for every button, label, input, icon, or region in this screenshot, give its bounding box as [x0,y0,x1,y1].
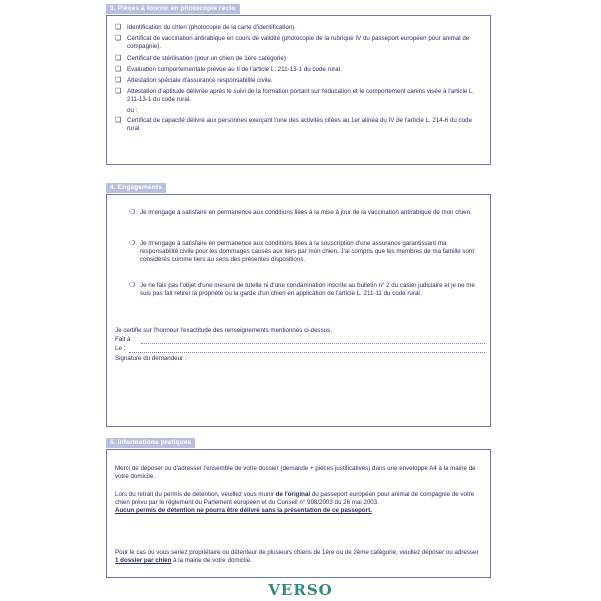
list-item[interactable]: ❑ Identification du chien (photocopie de la carte d'identification) [115,24,295,31]
radio-circle-icon[interactable]: ❍ [129,240,136,247]
or-separator: ou : [127,106,138,114]
list-item[interactable]: ❑ Attestation d'aptitude délivrée après le suivi de la formation portant sur l'éducation et le comportement canins visée à l'article L. 211-13-1 du code rural. [115,88,475,104]
info-paragraph-2: Lors du retrait du permis de détention, veuillez vous munir de l'original du passeport européen pour animal de compagnie de votre chien prévu par le règlement du Parlement européen et du Conseil n° 998/2003 du 26 mai 2003. Aucun permis de détention ne pourra être délivré sans la présentation de ce passeport. [115,491,475,515]
list-item[interactable]: ❑ Certificat de vaccination antirabique en cours de validité (photocopie de la rubrique IV du passeport européen pour animal de compagnie). [115,35,470,51]
certify-text: Je certifie sur l'honneur l'exactitude des renseignements mentionnés ci-dessus. [115,327,332,334]
checkbox-icon[interactable]: ❑ [115,65,122,73]
list-item[interactable]: ❑ Attestation spéciale d'assurance responsabilité civile. [115,77,273,85]
section3-box [106,15,491,165]
list-item[interactable]: ❑ Certificat de stérilisation (pour un chien de 1ère catégorie) [115,54,286,62]
checkbox-icon[interactable]: ❑ [115,88,122,96]
section5-title: 5. Informations pratiques [106,438,195,448]
signature-label: Signature du demandeur : [115,355,187,362]
section4-box [106,194,491,427]
date-field[interactable] [129,352,485,353]
checkbox-icon[interactable]: ❑ [115,77,122,85]
list-item[interactable]: ❑ Evaluation comportementale prévue au II de l'article L. 211-13-1 du code rural. [115,65,342,73]
section3-title: 3. Pièces à fournir en photocopie recto [106,4,240,14]
engagement-item[interactable]: ❍ Je m'engage à satisfaire en permanence aux conditions liées à la souscription d'une assurance garantissant ma responsabilité civile pour les dommages causés aux tiers par mon chien. J'ai compris que les membres de ma famille sont considérés comme tiers au sens des présentes dispositions. [129,240,475,264]
le-label: Le : [115,345,126,352]
checkbox-icon[interactable]: ❑ [115,54,122,62]
checkbox-icon[interactable]: ❑ [115,24,122,31]
info-paragraph-1: Merci de déposer ou d'adresser l'ensemble de votre dossier (demande + pièces justificatives) dans une enveloppe A4 à la mairie de votre domicile. [115,465,476,481]
verso-label: VERSO [268,581,333,599]
section4-title: 4. Engagements [106,183,166,193]
radio-circle-icon[interactable]: ❍ [129,209,136,216]
list-item[interactable]: ❑ Certificat de capacité délivré aux personnes exerçant l'une des activités citées au 1er alinéa du IV de l'article L. 214-6 du code rural. [115,116,472,133]
warning-text: Aucun permis de détention ne pourra être délivré sans la présentation de ce passeport. [115,507,372,515]
fait-field[interactable] [141,343,485,344]
signature-area[interactable] [115,365,483,421]
checkbox-icon[interactable]: ❑ [115,116,122,124]
checkbox-icon[interactable]: ❑ [115,35,122,43]
radio-circle-icon[interactable]: ❍ [129,282,136,289]
section5-box [106,449,491,578]
info-paragraph-3: Pour le cas où vous seriez propriétaire ou détenteur de plusieurs chiens de 1ère ou de 2ème catégorie, veuillez déposer ou adresser 1 dossier par chien à la mairie de votre domicile. [115,549,479,565]
fait-label: Fait à : [115,336,134,343]
engagement-item[interactable]: ❍ Je ne fais pas l'objet d'une mesure de tutelle ni d'une condamnation inscrite au bulletin n° 2 du casier judiciaire et je ne me suis pas fait retirer la propriété ou la garde d'un chien en application de l'article L. 211-11 du code rural. [129,282,475,298]
engagement-item[interactable]: ❍ Je m'engage à satisfaire en permanence aux conditions liées à la mise à jour de la vaccination antirabique de mon chien. [129,209,472,216]
